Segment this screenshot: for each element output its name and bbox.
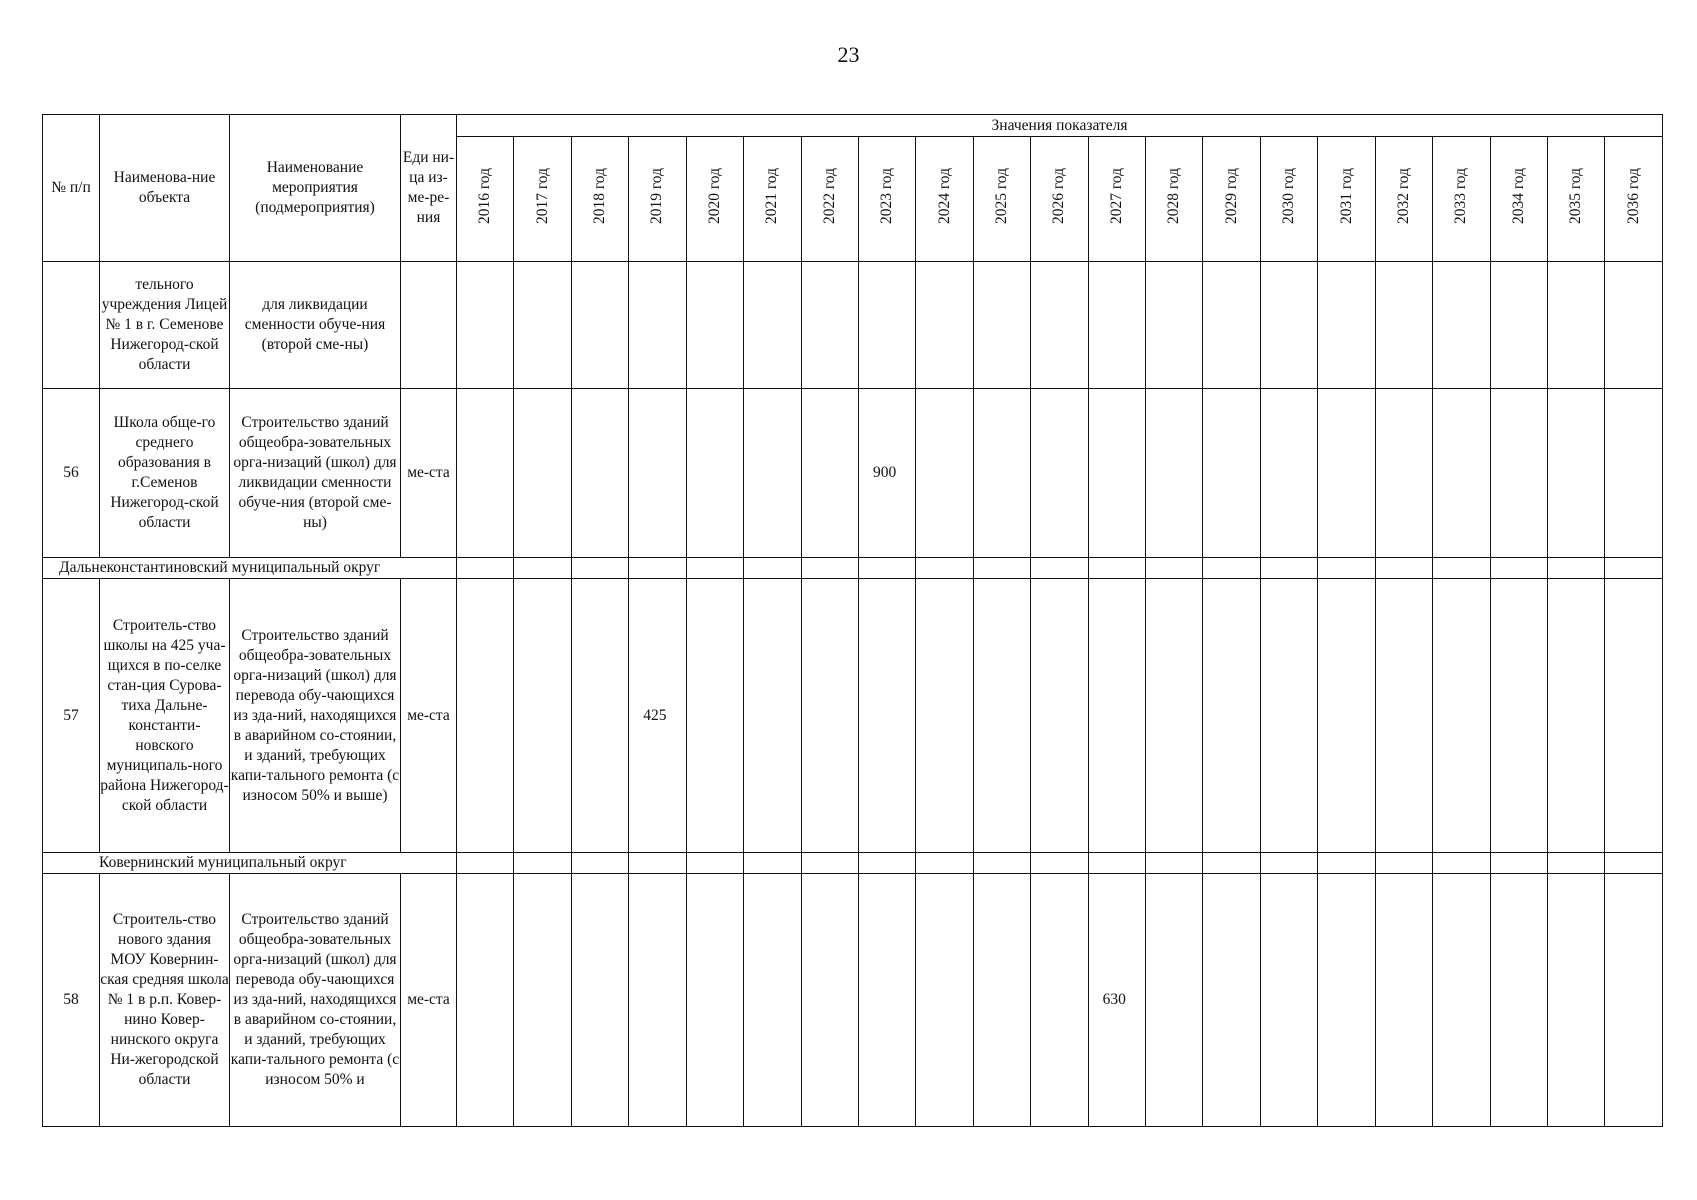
table-cell bbox=[744, 853, 801, 874]
header-year-label: 2017 год bbox=[533, 167, 551, 225]
header-year bbox=[858, 137, 915, 262]
table-cell bbox=[514, 558, 571, 579]
value-cell bbox=[1433, 579, 1490, 853]
header-year-label: 2022 год bbox=[820, 167, 838, 225]
value-cell bbox=[686, 579, 743, 853]
value-cell bbox=[744, 579, 801, 853]
object-name: Строитель-ство школы на 425 уча-щихся в по-селке стан-ция Сурова-тиха Дальне-константи-новского муниципаль-ного района Нижегород-ской области bbox=[100, 579, 230, 853]
header-year-label: 2021 год bbox=[763, 167, 781, 225]
header-year bbox=[1433, 137, 1490, 262]
value-cell bbox=[1490, 389, 1547, 558]
value-cell bbox=[1203, 262, 1260, 389]
header-year bbox=[1088, 137, 1145, 262]
value-cell bbox=[1375, 389, 1432, 558]
value-cell bbox=[571, 874, 628, 1127]
value-cell bbox=[686, 389, 743, 558]
value-cell bbox=[1203, 874, 1260, 1127]
value-cell bbox=[1318, 874, 1375, 1127]
value-cell bbox=[858, 874, 915, 1127]
table-cell bbox=[686, 558, 743, 579]
table-cell bbox=[1260, 853, 1317, 874]
header-year bbox=[1146, 137, 1203, 262]
header-year-label: 2029 год bbox=[1222, 167, 1240, 225]
header-year-label: 2016 год bbox=[476, 167, 494, 225]
header-year-label: 2034 год bbox=[1509, 167, 1527, 225]
header-values: Значения показателя bbox=[457, 115, 1663, 137]
table-cell bbox=[457, 558, 514, 579]
table-cell bbox=[1088, 853, 1145, 874]
table-cell bbox=[1203, 853, 1260, 874]
group-row bbox=[43, 853, 1663, 874]
header-year bbox=[571, 137, 628, 262]
group-label-cell bbox=[43, 558, 457, 579]
value-cell bbox=[801, 579, 858, 853]
header-year bbox=[801, 137, 858, 262]
value-cell bbox=[1031, 389, 1088, 558]
header-year bbox=[1490, 137, 1547, 262]
value-cell bbox=[1375, 579, 1432, 853]
table-cell bbox=[686, 853, 743, 874]
value-cell bbox=[1203, 579, 1260, 853]
table-row bbox=[43, 389, 1663, 558]
header-year bbox=[629, 137, 686, 262]
value-cell bbox=[1433, 262, 1490, 389]
header-year bbox=[1318, 137, 1375, 262]
row-number: 57 bbox=[43, 579, 100, 853]
value-cell bbox=[686, 874, 743, 1127]
value-cell bbox=[457, 262, 514, 389]
value-cell bbox=[1088, 579, 1145, 853]
value-cell bbox=[1490, 262, 1547, 389]
value-cell: 425 bbox=[629, 579, 686, 853]
value-cell bbox=[1605, 579, 1663, 853]
object-name: тельного учреждения Лицей № 1 в г. Семенове Нижегород-ской области bbox=[100, 262, 230, 389]
value-cell bbox=[1548, 262, 1605, 389]
unit-cell: ме-ста bbox=[401, 389, 457, 558]
value-cell bbox=[1031, 262, 1088, 389]
table-cell bbox=[1490, 853, 1547, 874]
value-cell bbox=[571, 389, 628, 558]
group-label-cell bbox=[43, 853, 457, 874]
activity-name: для ликвидации сменности обуче-ния (второй сме-ны) bbox=[230, 262, 401, 389]
table-cell bbox=[1605, 558, 1663, 579]
header-no: № п/п bbox=[43, 115, 100, 262]
group-label: Дальнеконстантиновский муниципальный округ bbox=[59, 559, 381, 576]
header-year bbox=[744, 137, 801, 262]
table-cell bbox=[1605, 853, 1663, 874]
header-year-label: 2026 год bbox=[1050, 167, 1068, 225]
table-cell bbox=[1031, 558, 1088, 579]
table-row bbox=[43, 262, 1663, 389]
value-cell bbox=[1031, 579, 1088, 853]
header-year bbox=[457, 137, 514, 262]
value-cell bbox=[1146, 874, 1203, 1127]
value-cell bbox=[514, 874, 571, 1127]
table-row bbox=[43, 579, 1663, 853]
value-cell: 630 bbox=[1088, 874, 1145, 1127]
value-cell bbox=[1490, 579, 1547, 853]
header-year bbox=[973, 137, 1030, 262]
value-cell bbox=[686, 262, 743, 389]
header-year-label: 2024 год bbox=[935, 167, 953, 225]
value-cell bbox=[571, 579, 628, 853]
table-cell bbox=[1548, 853, 1605, 874]
value-cell bbox=[571, 262, 628, 389]
table-cell bbox=[973, 558, 1030, 579]
table-cell bbox=[1031, 853, 1088, 874]
value-cell bbox=[1260, 262, 1317, 389]
object-name: Школа обще-го среднего образования в г.Семенов Нижегород-ской области bbox=[100, 389, 230, 558]
table-cell bbox=[1088, 558, 1145, 579]
value-cell bbox=[744, 389, 801, 558]
group-label: Ковернинский муниципальный округ bbox=[99, 854, 347, 871]
table-cell bbox=[457, 853, 514, 874]
value-cell bbox=[973, 262, 1030, 389]
table-cell bbox=[1146, 853, 1203, 874]
value-cell bbox=[514, 262, 571, 389]
value-cell bbox=[1260, 874, 1317, 1127]
value-cell bbox=[514, 579, 571, 853]
value-cell bbox=[1548, 579, 1605, 853]
table-cell bbox=[629, 558, 686, 579]
value-cell bbox=[1318, 579, 1375, 853]
value-cell bbox=[1146, 389, 1203, 558]
unit-cell bbox=[401, 262, 457, 389]
value-cell bbox=[1146, 262, 1203, 389]
value-cell bbox=[1260, 389, 1317, 558]
header-year bbox=[1605, 137, 1663, 262]
value-cell bbox=[457, 389, 514, 558]
value-cell bbox=[801, 262, 858, 389]
value-cell bbox=[1031, 874, 1088, 1127]
value-cell bbox=[457, 874, 514, 1127]
value-cell bbox=[973, 874, 1030, 1127]
table-cell bbox=[571, 853, 628, 874]
value-cell bbox=[858, 579, 915, 853]
unit-cell: ме-ста bbox=[401, 874, 457, 1127]
header-year-label: 2018 год bbox=[591, 167, 609, 225]
header-year-label: 2028 год bbox=[1165, 167, 1183, 225]
page-number: 23 bbox=[837, 42, 860, 67]
header-year bbox=[686, 137, 743, 262]
value-cell bbox=[629, 874, 686, 1127]
value-cell bbox=[1605, 874, 1663, 1127]
activity-name: Строительство зданий общеобра-зовательных орга-низаций (школ) для перевода обу-чающихся из зда-ний, находящихся в аварийном со-стоянии, и зданий, требующих капи-тального ремонта (с износом 50% и bbox=[230, 874, 401, 1127]
value-cell bbox=[514, 389, 571, 558]
table-cell bbox=[916, 853, 973, 874]
table-cell bbox=[1318, 853, 1375, 874]
table-row bbox=[43, 874, 1663, 1127]
activity-name: Строительство зданий общеобра-зовательных орга-низаций (школ) для перевода обу-чающихся из зда-ний, находящихся в аварийном со-стоянии, и зданий, требующих капи-тального ремонта (с износом 50% и выше) bbox=[230, 579, 401, 853]
activity-name: Строительство зданий общеобра-зовательных орга-низаций (школ) для ликвидации сменности обуче-ния (второй сме-ны) bbox=[230, 389, 401, 558]
header-unit: Еди ни-ца из-ме-ре-ния bbox=[401, 115, 457, 262]
header-year-label: 2031 год bbox=[1337, 167, 1355, 225]
row-number: 56 bbox=[43, 389, 100, 558]
table-cell bbox=[1433, 853, 1490, 874]
value-cell bbox=[1375, 262, 1432, 389]
header-year bbox=[514, 137, 571, 262]
value-cell bbox=[1605, 262, 1663, 389]
value-cell bbox=[916, 874, 973, 1127]
value-cell bbox=[1490, 874, 1547, 1127]
table-cell bbox=[1490, 558, 1547, 579]
object-name: Строитель-ство нового здания МОУ Ковернин-ская средняя школа № 1 в р.п. Ковер-нино Ковер-нинского округа Ни-жегородской области bbox=[100, 874, 230, 1127]
header-year-label: 2032 год bbox=[1394, 167, 1412, 225]
row-number: 58 bbox=[43, 874, 100, 1127]
value-cell bbox=[1260, 579, 1317, 853]
header-year bbox=[1260, 137, 1317, 262]
value-cell bbox=[744, 874, 801, 1127]
value-cell bbox=[916, 579, 973, 853]
value-cell bbox=[1318, 262, 1375, 389]
table-cell bbox=[916, 558, 973, 579]
value-cell bbox=[1088, 389, 1145, 558]
header-year-label: 2035 год bbox=[1567, 167, 1585, 225]
value-cell bbox=[1605, 389, 1663, 558]
value-cell bbox=[1203, 389, 1260, 558]
value-cell bbox=[916, 389, 973, 558]
header-year-label: 2019 год bbox=[648, 167, 666, 225]
unit-cell: ме-ста bbox=[401, 579, 457, 853]
header-year bbox=[1031, 137, 1088, 262]
table-cell bbox=[1433, 558, 1490, 579]
header-year-label: 2033 год bbox=[1452, 167, 1470, 225]
table-cell bbox=[514, 853, 571, 874]
table-cell bbox=[858, 853, 915, 874]
value-cell bbox=[801, 389, 858, 558]
row-number bbox=[43, 262, 100, 389]
value-cell bbox=[973, 579, 1030, 853]
header-year-label: 2027 год bbox=[1107, 167, 1125, 225]
table-cell bbox=[629, 853, 686, 874]
table-cell bbox=[1203, 558, 1260, 579]
table-cell bbox=[973, 853, 1030, 874]
value-cell bbox=[1375, 874, 1432, 1127]
header-year-label: 2023 год bbox=[878, 167, 896, 225]
table-cell bbox=[1548, 558, 1605, 579]
value-cell bbox=[1318, 389, 1375, 558]
header-activity: Наименование мероприятия (подмероприятия) bbox=[230, 115, 401, 262]
value-cell bbox=[1433, 389, 1490, 558]
table-cell bbox=[1260, 558, 1317, 579]
header-year bbox=[1548, 137, 1605, 262]
table-cell bbox=[1375, 853, 1432, 874]
value-cell bbox=[1088, 262, 1145, 389]
value-cell bbox=[973, 389, 1030, 558]
value-cell bbox=[1146, 579, 1203, 853]
value-cell bbox=[801, 874, 858, 1127]
header-year-label: 2025 год bbox=[993, 167, 1010, 225]
header-year bbox=[1375, 137, 1432, 262]
header-object: Наименова-ние объекта bbox=[100, 115, 230, 262]
value-cell: 900 bbox=[858, 389, 915, 558]
value-cell bbox=[916, 262, 973, 389]
value-cell bbox=[457, 579, 514, 853]
value-cell bbox=[629, 262, 686, 389]
value-cell bbox=[1548, 874, 1605, 1127]
table-cell bbox=[801, 558, 858, 579]
value-cell bbox=[629, 389, 686, 558]
table-cell bbox=[571, 558, 628, 579]
table-cell bbox=[744, 558, 801, 579]
table-cell bbox=[1318, 558, 1375, 579]
group-row bbox=[43, 558, 1663, 579]
table-cell bbox=[858, 558, 915, 579]
header-year-label: 2036 год bbox=[1624, 167, 1642, 225]
indicator-table bbox=[42, 114, 1663, 1127]
value-cell bbox=[744, 262, 801, 389]
header-year-label: 2020 год bbox=[705, 167, 723, 225]
table-cell bbox=[1375, 558, 1432, 579]
header-year bbox=[1203, 137, 1260, 262]
header-year-label: 2030 год bbox=[1280, 167, 1298, 225]
value-cell bbox=[858, 262, 915, 389]
value-cell bbox=[1433, 874, 1490, 1127]
table-cell bbox=[801, 853, 858, 874]
header-year bbox=[916, 137, 973, 262]
value-cell bbox=[1548, 389, 1605, 558]
table-cell bbox=[1146, 558, 1203, 579]
